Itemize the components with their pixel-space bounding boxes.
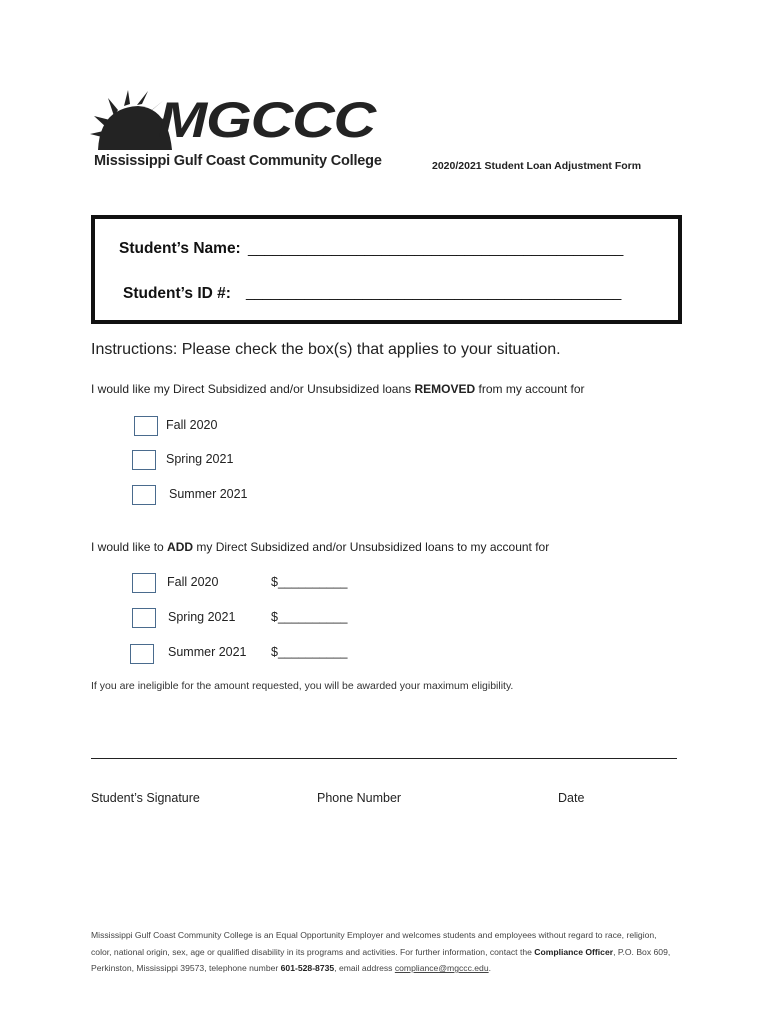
student-name-label: Student’s Name: <box>119 240 241 257</box>
add-section-text: I would like to ADD my Direct Subsidized and/or Unsubsidized loans to my account for <box>91 540 550 554</box>
add-summer-2021-amount[interactable]: $__________ <box>271 645 348 659</box>
form-title: 2020/2021 Student Loan Adjustment Form <box>432 160 642 172</box>
signature-label: Student’s Signature <box>91 791 200 805</box>
eeo-footer: Mississippi Gulf Coast Community College is an Equal Opportunity Employer and welcomes students and employees without regard to race, religion, color, national origin, sex, age or qualified disability in its programs and activities. For further information, contact the Compliance Officer, P.O. Box 609, Perkinston, Mississippi 39573, telephone number 601-528-8735, email address compliance@mgccc.edu. <box>91 930 671 973</box>
add-emphasis: ADD <box>167 540 194 554</box>
remove-summer-2021-checkbox[interactable] <box>132 485 156 505</box>
eligibility-note: If you are ineligible for the amount requested, you will be awarded your maximum eligibility. <box>91 680 514 692</box>
add-spring-2021-checkbox[interactable] <box>132 608 156 628</box>
date-label: Date <box>558 791 585 805</box>
student-name-field[interactable]: _____________________________________________ <box>248 240 624 257</box>
add-fall-2020-label: Fall 2020 <box>167 575 219 589</box>
student-info-box <box>91 215 682 324</box>
remove-summer-2021-label: Summer 2021 <box>169 487 248 501</box>
college-name: Mississippi Gulf Coast Community College <box>94 153 382 169</box>
phone-number-label: Phone Number <box>317 791 402 805</box>
add-fall-2020-checkbox[interactable] <box>132 573 156 593</box>
student-id-field[interactable]: _____________________________________________ <box>246 284 622 301</box>
add-spring-2021-label: Spring 2021 <box>168 610 236 624</box>
remove-spring-2021-label: Spring 2021 <box>166 452 234 466</box>
remove-fall-2020-checkbox[interactable] <box>134 416 158 436</box>
instructions-text: Instructions: Please check the box(s) that applies to your situation. <box>91 341 561 358</box>
signature-line[interactable] <box>91 758 677 759</box>
add-summer-2021-label: Summer 2021 <box>168 645 247 659</box>
remove-spring-2021-checkbox[interactable] <box>132 450 156 470</box>
logo-wordmark: MGCCC <box>158 92 375 148</box>
student-id-label: Student’s ID #: <box>123 285 231 302</box>
compliance-email-link[interactable]: compliance@mgccc.edu <box>394 963 489 973</box>
add-fall-2020-amount[interactable]: $__________ <box>271 575 348 589</box>
add-summer-2021-checkbox[interactable] <box>130 644 154 664</box>
removed-emphasis: REMOVED <box>414 382 476 396</box>
add-spring-2021-amount[interactable]: $__________ <box>271 610 348 624</box>
remove-section-text: I would like my Direct Subsidized and/or Unsubsidized loans REMOVED from my account for <box>91 382 585 396</box>
remove-fall-2020-label: Fall 2020 <box>166 418 218 432</box>
